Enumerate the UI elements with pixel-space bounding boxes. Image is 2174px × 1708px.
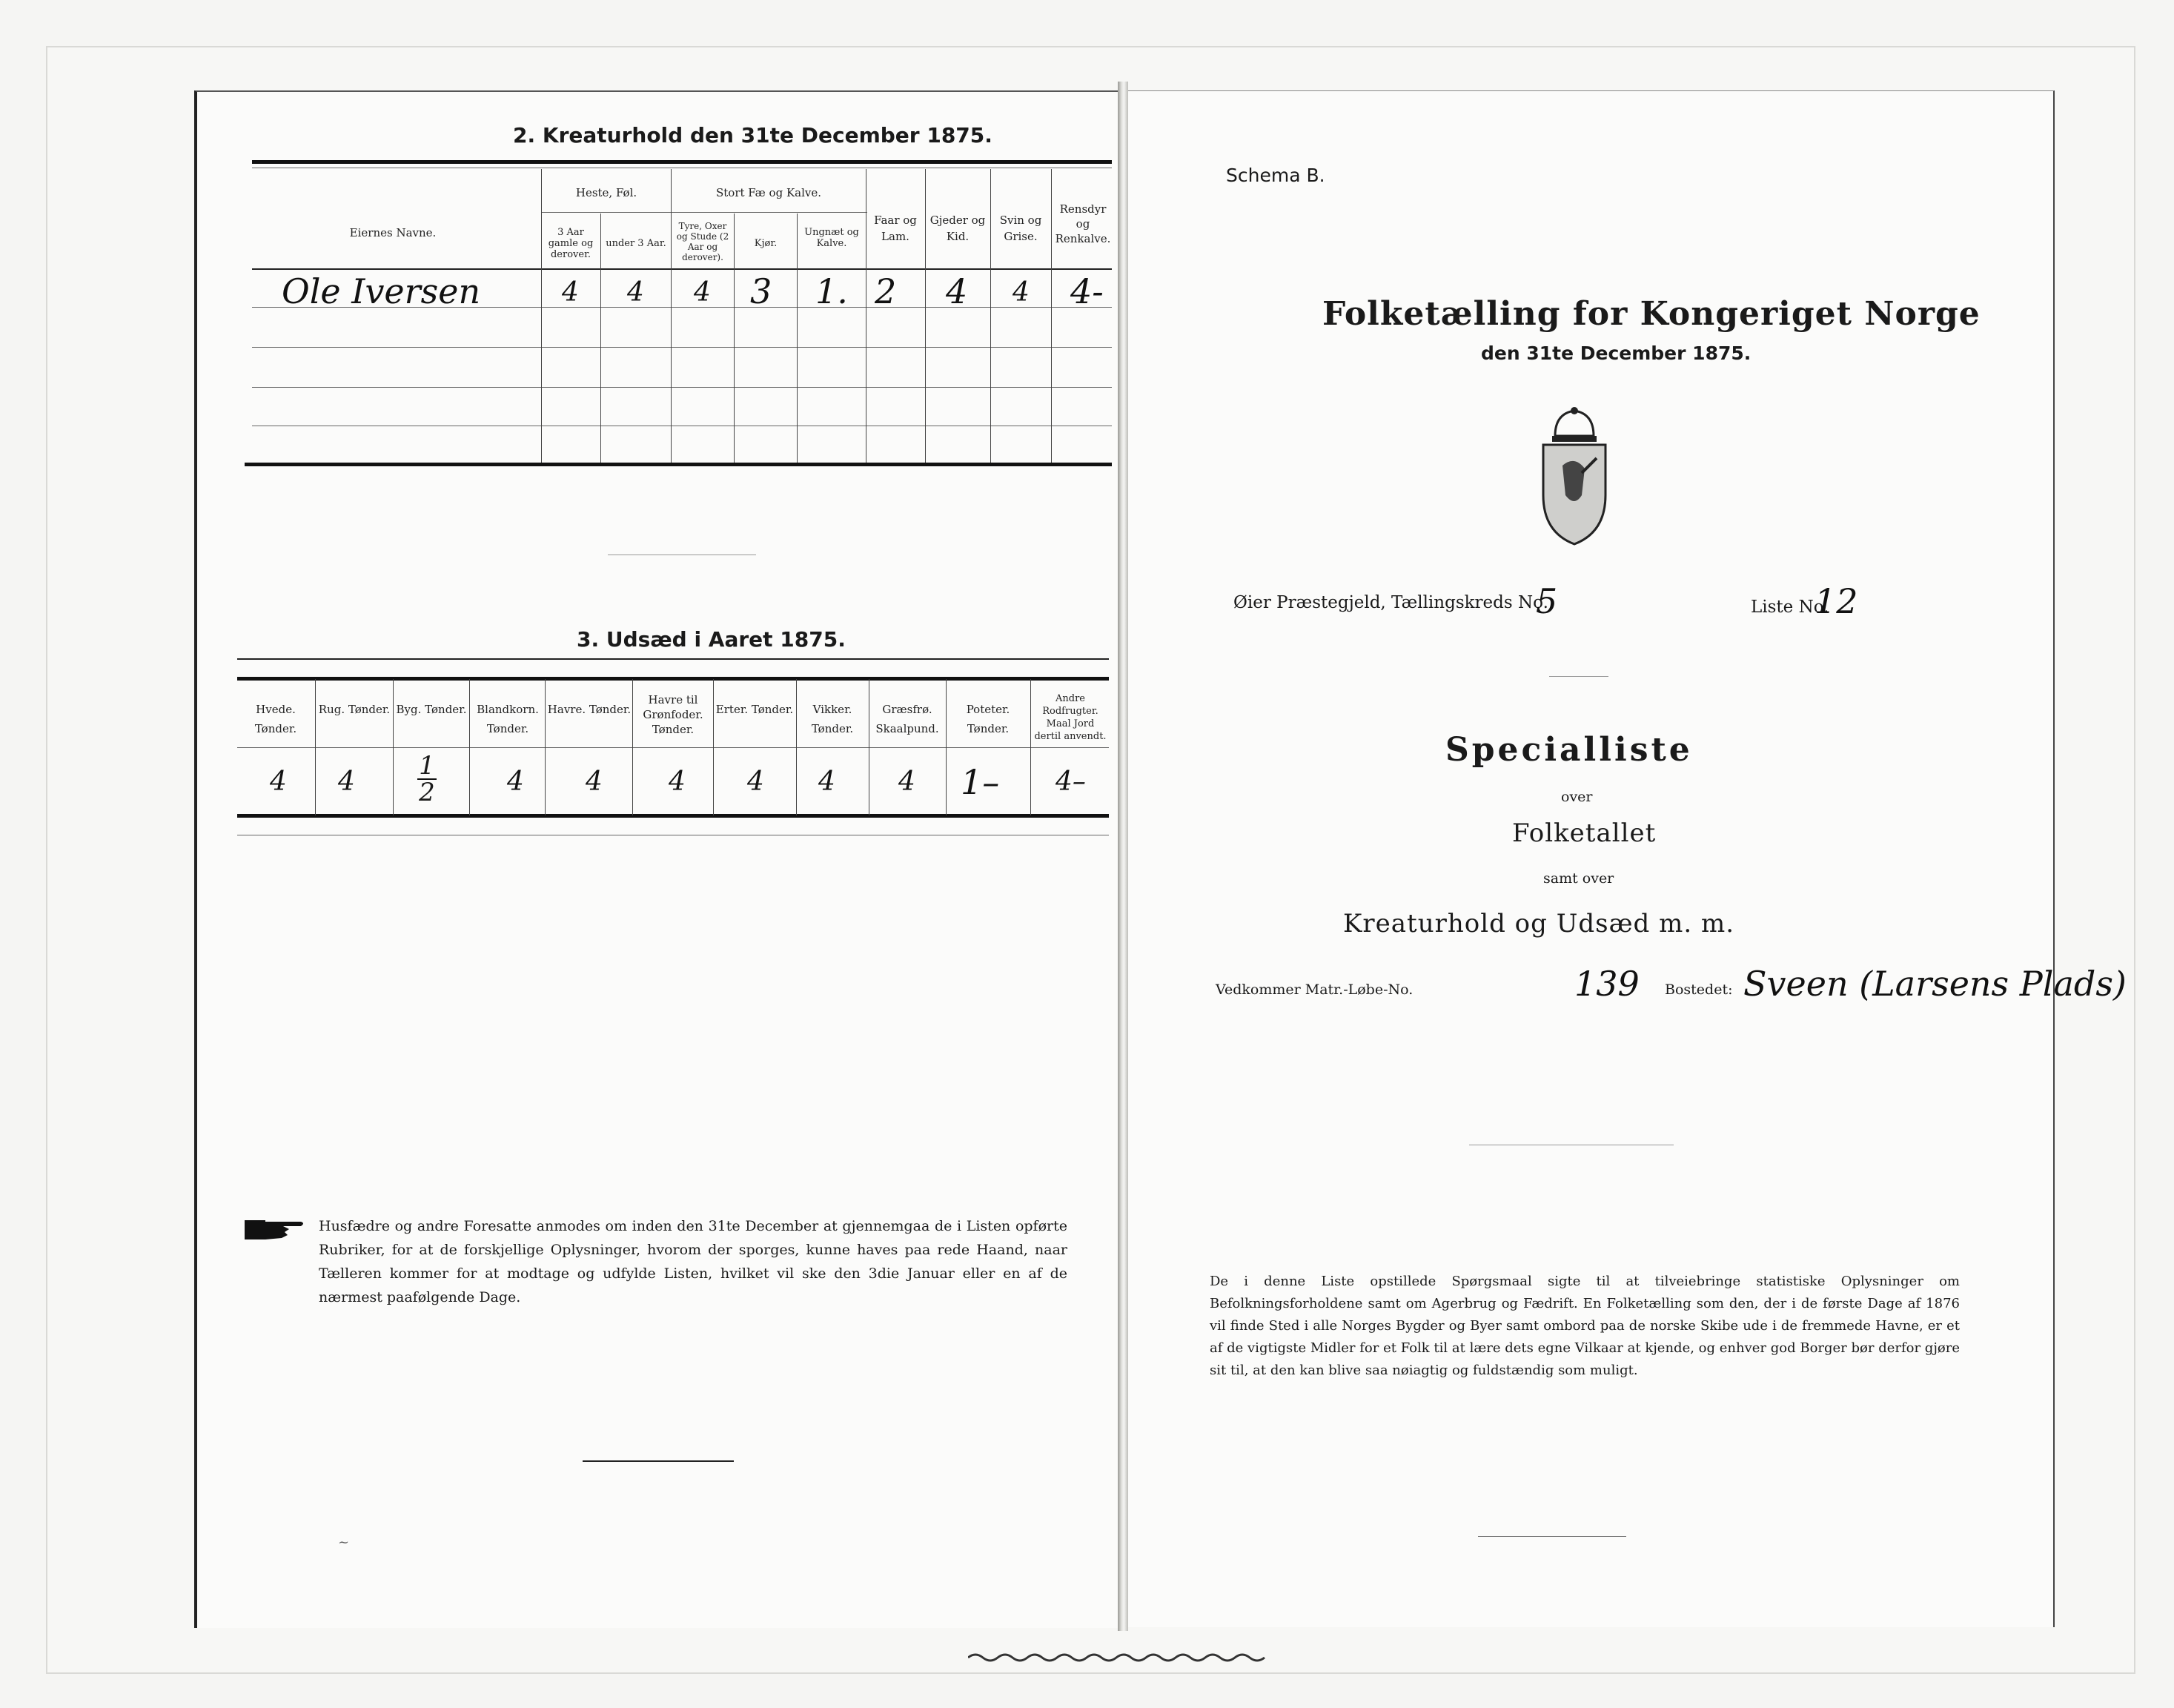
- owner-name: Ole Iversen: [282, 271, 481, 311]
- census-title: Folketælling for Kongeriget Norge: [1322, 295, 1981, 333]
- cattle-group-header: Stort Fæ og Kalve.: [715, 186, 822, 199]
- liste-no: 12: [1815, 581, 1858, 621]
- matr-no: 139: [1574, 964, 1640, 1004]
- matr-label: Vedkommer Matr.-Løbe-No.: [1216, 982, 1414, 998]
- specialliste-title: Specialliste: [1445, 731, 1693, 769]
- coat-of-arms-icon: [1533, 406, 1616, 547]
- parish-label: Øier Præstegjeld, Tællingskreds No.: [1233, 593, 1548, 612]
- left-page: [194, 90, 1124, 1628]
- page-fold: [1118, 82, 1128, 1631]
- bosted-value: Sveen (Larsens Plads): [1743, 964, 2127, 1004]
- bosted-label: Bostedet:: [1665, 982, 1733, 998]
- census-explanation: De i denne Liste opstillede Spørgsmaal sigte til at tilveiebringe statistiske Oplysninger om Befolkningsforholdene samt om Agerbrug og Fædrift. En Folketælling som den, der i de første Dage af 1876 vil finde Sted i alle Norges Bygder og Byer samt ombord paa de norske Skibe ude i de fremmede Havne, er et af de vigtigste Midler for et Folk til at lære dets egne Vilkaar at kjende, og enhver god Borger bør derfor gjøre sit til, at den kan blive saa nøiagtig og fuldstændig som muligt.: [1210, 1274, 1960, 1378]
- kreds-no: 5: [1536, 581, 1558, 621]
- table2-bottom-rule: [245, 463, 1112, 466]
- census-date: den 31te December 1875.: [1481, 342, 1752, 364]
- liste-label: Liste No.: [1751, 598, 1829, 617]
- table2-top-rule: [252, 160, 1112, 164]
- schema-label: Schema B.: [1226, 165, 1325, 186]
- section2-title: 2. Kreaturhold den 31te December 1875.: [513, 123, 992, 148]
- owner-header: Eiernes Navne.: [349, 226, 437, 239]
- binding-marks: [968, 1650, 1279, 1665]
- table3-top-rule: [237, 658, 1109, 660]
- section3-title: 3. Udsæd i Aaret 1875.: [577, 627, 846, 652]
- folketallet: Folketallet: [1512, 818, 1657, 848]
- byg-fraction: 1 2: [412, 755, 442, 804]
- kreatur-line: Kreaturhold og Udsæd m. m.: [1343, 909, 1735, 939]
- pointing-hand-icon: [243, 1216, 307, 1242]
- table3-bottom-rule: [237, 814, 1109, 818]
- householder-notice: Husfædre og andre Foresatte anmodes om inden den 31te December at gjennemgaa de i Listen opførte Rubriker, for at de forskjellige Oplysninger, hvorom der sporges, kunne haves paa rede Haand, naar Tælleren kommer for at modtage og udfylde Listen, hvilket vil ske den 3die Januar eller en af de nærmest paafølgende Dage.: [319, 1218, 1067, 1305]
- horses-group-header: Heste, Føl.: [575, 186, 637, 199]
